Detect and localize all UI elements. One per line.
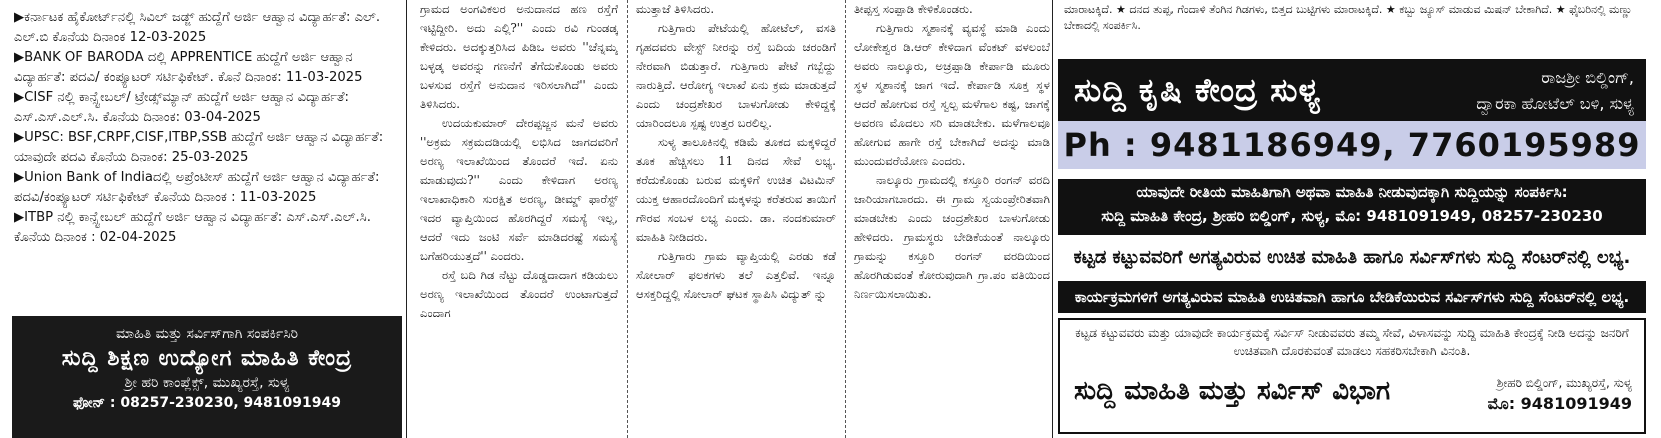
service-ad-phone: ಮೊ: 9481091949 <box>1487 394 1632 413</box>
job-item: ▶Union Bank of Indiaದಲ್ಲಿ ಅಪ್ರೆಂಟೀಸ್ ಹುದ್ದೆಗೆ ಅರ್ಜಿ ಆಹ್ವಾನ ವಿದ್ಯಾರ್ಹತೆ: ಪದವಿ/ಕಂಪ್ಯೂಟರ್ ಸರ್ಟಿಫಿಕೇಟ್ ಕೊನೆಯ ದಿನಾಂಕ : 11-03-2025 <box>14 170 380 205</box>
krishi-kendra-banner <box>1058 59 1646 121</box>
service-ad-text: ಕಟ್ಟಡ ಕಟ್ಟುವವರು ಮತ್ತು ಯಾವುದೇ ಕಾರ್ಯಕ್ರಮಕ್ಕೆ ಸರ್ವಿಸ್ ನೀಡುವವರು ತಮ್ಮ ಸೇವೆ, ವಿಳಾಸವನ್ನು ಸುದ್ದಿ ಮಾಹಿತಿ ಕೇಂದ್ರಕ್ಕೆ ನೀಡಿ ಅದನ್ನು ಜನರಿಗೆ ಉಚಿತವಾಗಿ ದೊರಕುವಂತೆ ಮಾಡಲು ಸಹಕರಿಸಬೇಕಾಗಿ ವಿನಂತಿ. <box>1075 326 1629 358</box>
column-divider <box>1052 0 1053 438</box>
service-ad-name: ಸುದ್ದಿ ಮಾಹಿತಿ ಮತ್ತು ಸರ್ವಿಸ್ ವಿಭಾಗ <box>1074 376 1391 406</box>
article-paragraph: ತೀಪ್ಪಸ್ತ ಸಂಪ್ಪಾಡಿ ಕೇಳಿಕೊಂಡರು. <box>854 2 973 16</box>
karyakrama-banner: ಕಾರ್ಯಕ್ರಮಗಳಿಗೆ ಅಗತ್ಯವಿರುವ ಮಾಹಿತಿ ಉಚಿತವಾಗಿ ಹಾಗೂ ಬೇಡಿಕೆಯಿರುವ ಸರ್ವಿಸ್‌ಗಳು ಸುದ್ದಿ ಸೆಂಟರ್‌ನಲ್ಲಿ ಲಭ್ಯ. <box>1058 281 1646 313</box>
ads-column <box>1058 0 1656 438</box>
article-column-1 <box>420 0 618 438</box>
krishi-phone-bar <box>1058 121 1646 169</box>
service-department-ad <box>1058 318 1646 434</box>
job-item: ▶ಕರ್ನಾಟಕ ಹೈಕೋರ್ಟ್‌ನಲ್ಲಿ ಸಿವಿಲ್ ಜಡ್ಜ್ ಹುದ್ದೆಗೆ ಅರ್ಜಿ ಆಹ್ವಾನ ವಿದ್ಯಾರ್ಹತೆ: ಎಲ್. ಎಲ್.ಬಿ ಕೊನೆಯ ದಿನಾಂಕ 12-03-2025 <box>14 10 381 45</box>
article-column-2 <box>636 0 836 438</box>
article-paragraph: ಉದಯಕುಮಾರ್ ದೇರಪ್ಪಜ್ಜನ ಮನೆ ಅವರು ''ಅಕ್ರಮ ಸಕ್ರಮದಡಿಯಲ್ಲಿ ಲಭಿಸಿದ ಜಾಗದವರಿಗೆ ಅರಣ್ಯ ಇಲಾಖೆಯಿಂದ ತೊಂದರೆ ಇದೆ. ಏನು ಮಾಡುವುದು?'' ಎಂದು ಕೇಳಿದಾಗ ಅರಣ್ಯ ಇಲಾಖಾಧಿಕಾರಿ ಸುರಕ್ಷಿತ ಅರಣ್ಯ, ಡೀಮ್ಡ್ ಫಾರೆಸ್ಟ್ ಇದರ ವ್ಯಾಪ್ತಿಯಿಂದ ಹೊರಗಿದ್ದರೆ ಸಮಸ್ಯೆ ಇಲ್ಲ, ಆದರೆ ಇದು ಜಂಟಿ ಸರ್ವೆ ಮಾಡಿದರಷ್ಟೆ ಸಮಸ್ಯೆ ಬಗೆಹರಿಯುತ್ತದೆ'' ಎಂದರು. <box>420 116 618 263</box>
shikshana-name: ಸುದ್ದಿ ಶಿಕ್ಷಣ ಉದ್ಯೋಗ ಮಾಹಿತಿ ಕೇಂದ್ರ <box>61 346 353 371</box>
job-notices-column <box>12 0 402 438</box>
job-item: ▶CISF ನಲ್ಲಿ ಕಾನ್ಸ್ಟೇಬಲ್/ ಟ್ರೇಡ್ಸ್‌ಮ್ಯಾನ್ ಹುದ್ದೆಗೆ ಅರ್ಜಿ ಆಹ್ವಾನ ವಿದ್ಯಾರ್ಹತೆ: ಎಸ್.ಎಸ್.ಎಲ್.ಸಿ. ಕೊನೆಯ ದಿನಾಂಕ: 03-04-2025 <box>14 90 350 125</box>
job-item: ▶ITBP ನಲ್ಲಿ ಕಾನ್ಸ್ಟೇಬಲ್ ಹುದ್ದೆಗೆ ಅರ್ಜಿ ಆಹ್ವಾನ ವಿದ್ಯಾರ್ಹತೆ: ಎಸ್.ಎಸ್.ಎಲ್.ಸಿ. ಕೊನೆಯ ದಿನಾಂಕ : 02-04-2025 <box>14 210 371 245</box>
article-column-3 <box>854 0 1050 438</box>
job-item: ▶BANK OF BARODA ದಲ್ಲಿ APPRENTICE ಹುದ್ದೆಗೆ ಅರ್ಜಿ ಆಹ್ವಾನ ವಿದ್ಯಾರ್ಹತೆ: ಪದವಿ/ ಕಂಪ್ಯೂಟರ್ ಸರ್ಟಿಫಿಕೇಟ್. ಕೊನೆ ದಿನಾಂಕ: 11-03-2025 <box>14 50 363 85</box>
column-divider <box>406 0 407 438</box>
classified-notice: ಮಾರಾಟಕ್ಕಿದೆ. ★ ದನದ ತುಪ್ಪ, ಗೆಂದಾಳಿ ತೆಂಗಿನ ಗಿಡಗಳು, ಬಿತ್ತದ ಬುಟ್ಟಿಗಳು ಮಾರಾಟಕ್ಕಿದೆ. ★ ಕಬ್ಬು ಜ್ಯೂಸ್ ಮಾಡುವ ಮಿಷನ್ ಬೇಕಾಗಿದೆ. ★ ಫೈಬರಿನಲ್ಲಿ ಮಣ್ಣು ಬೇಕಾದಲ್ಲಿ ಸಂಪರ್ಕಿಸಿ. <box>1064 3 1633 32</box>
column-divider <box>845 0 846 438</box>
kattada-notice: ಕಟ್ಟಡ ಕಟ್ಟುವವರಿಗೆ ಅಗತ್ಯವಿರುವ ಉಚಿತ ಮಾಹಿತಿ ಹಾಗೂ ಸರ್ವಿಸ್‌ಗಳು ಸುದ್ದಿ ಸೆಂಟರ್‌ನಲ್ಲಿ ಲಭ್ಯ. <box>1073 247 1631 268</box>
mahiti-line-1: ಯಾವುದೇ ರೀತಿಯ ಮಾಹಿತಿಗಾಗಿ ಅಥವಾ ಮಾಹಿತಿ ನೀಡುವುದಕ್ಕಾಗಿ ಸುದ್ದಿಯನ್ನು ಸಂಪರ್ಕಿಸಿ: <box>1136 183 1568 201</box>
mahiti-kendra-banner <box>1058 179 1646 235</box>
article-paragraph: ಗ್ರಾಮದ ಅಂಗವಿಕಲರ ಅನುದಾನದ ಹಣ ರಸ್ತೆಗೆ ಇಟ್ಟಿದ್ದೀರಿ. ಅದು ಎಲ್ಲಿ?'' ಎಂದು ರವಿ ಗುಂಡಡ್ಕ ಕೇಳಿದರು. ಅದಕ್ಕುತ್ತರಿಸಿದ ಪಿಡಿಒ ಅವರು ''ಚೆನ್ನಮ್ಮ ಬಳ್ಳಡ್ಕ ಅವರನ್ನು ಗಣನೆಗೆ ತೆಗೆದುಕೊಂಡು ಅವರು ಬಳಸುವ ರಸ್ತೆಗೆ ಅನುದಾನ ಇರಿಸಲಾಗಿದೆ'' ಎಂದು ತಿಳಿಸಿದರು. <box>420 2 618 111</box>
krishi-kendra-name: ಸುದ್ದಿ ಕೃಷಿ ಕೇಂದ್ರ ಸುಳ್ಯ <box>1074 71 1322 109</box>
shikshana-address: ಶ್ರೀ ಹರಿ ಕಾಂಪ್ಲೆಕ್ಸ್, ಮುಖ್ಯರಸ್ತೆ, ಸುಳ್ಯ <box>124 375 290 391</box>
krishi-phone-numbers: Ph : 9481186949, 7760195989 <box>1063 126 1641 164</box>
shikshana-phone: ಫೋನ್ : 08257-230230, 9481091949 <box>73 395 341 411</box>
service-ad-address: ಶ್ರೀಹರಿ ಬಿಲ್ಡಿಂಗ್, ಮುಖ್ಯರಸ್ತೆ, ಸುಳ್ಯ <box>1496 376 1632 390</box>
krishi-kendra-address <box>1476 65 1634 117</box>
job-item: ▶UPSC: BSF,CRPF,CISF,ITBP,SSB ಹುದ್ದೆಗೆ ಅರ್ಜಿ ಆಹ್ವಾನ ವಿದ್ಯಾರ್ಹತೆ: ಯಾವುದೇ ಪದವಿ ಕೊನೆಯ ದಿನಾಂಕ: 25-03-2025 <box>14 130 384 165</box>
article-paragraph: ಗುತ್ತಿಗಾರು ಗ್ರಾಮ ವ್ಯಾಪ್ತಿಯಲ್ಲಿ ಎರಡು ಕಡೆ ಸೋಲಾರ್ ಫಲಕಗಳು ತಲೆ ಎತ್ತಲಿವೆ. ಇನ್ನೂ ಆಸಕ್ತರಿದ್ದಲ್ಲಿ ಸೋಲಾರ್ ಘಟಕ ಸ್ಥಾಪಿಸಿ ವಿದ್ಯುತ್ ನ್ನು <box>636 249 836 301</box>
article-paragraph: ಸುಳ್ಯ ತಾಲೂಕಿನಲ್ಲಿ ಕಡಿಮೆ ತೂಕದ ಮಕ್ಕಳಿದ್ದರೆ ತೂಕ ಹೆಚ್ಚಿಸಲು 11 ದಿನದ ಸೇವೆ ಲಭ್ಯ. ಕರೆದುಕೊಂಡು ಬರುವ ಮಕ್ಕಳಿಗೆ ಉಚಿತ ವಿಟಮಿನ್ ಯುಕ್ತ ಆಹಾರದೊಂದಿಗೆ ಮಕ್ಕಳನ್ನು ಕರೆತರುವ ತಾಯಿಗೆ ಗೌರವ ಸಂಬಳ ಲಭ್ಯ ಎಂದು. ಡಾ. ನಂದಕುಮಾರ್ ಮಾಹಿತಿ ನೀಡಿದರು. <box>636 135 836 244</box>
job-list <box>12 0 402 248</box>
article-paragraph: ನಾಲ್ಕೂರು ಗ್ರಾಮದಲ್ಲಿ ಕಸ್ತೂರಿ ರಂಗನ್ ವರದಿ ಜಾರಿಯಾಗಬಾರದು. ಈ ಗ್ರಾಮ ಸ್ವಯಂಪ್ರೇರಿತವಾಗಿ ಮಾಡಬೇಕು ಎಂದು ಚಂದ್ರಶೇಖರ ಬಾಳುಗೋಡು ಹೇಳಿದರು. ಗ್ರಾಮಸ್ಥರು ಬೇಡಿಕೆಯಂತೆ ನಾಲ್ಕೂರು ಗ್ರಾಮನ್ನು ಕಸ್ತೂರಿ ರಂಗನ್ ವರದಿಯಿಂದ ಹೊರಗಿಡುವಂತೆ ಕೋರುವುದಾಗಿ ಗ್ರಾ.ಪಂ ವತಿಯಿಂದ ನಿರ್ಣಯಿಸಲಾಯಿತು. <box>854 173 1050 301</box>
krishi-address-line: ದ್ವಾರಕಾ ಹೋಟೆಲ್ ಬಳಿ, ಸುಳ್ಯ <box>1476 94 1634 113</box>
shikshana-ad-box <box>12 316 402 438</box>
article-paragraph: ಮುತ್ತಾಜೆ ತಿಳಿಸಿದರು. <box>636 2 715 16</box>
article-paragraph: ರಸ್ತೆ ಬದಿ ಗಿಡ ನೆಟ್ಟು ದೊಡ್ಡದಾದಾಗ ಕಡಿಯಲು ಅರಣ್ಯ ಇಲಾಖೆಯಿಂದ ತೊಂದರೆ ಉಂಟಾಗುತ್ತದೆ ಎಂದಾಗ <box>420 268 618 320</box>
shikshana-contact-line: ಮಾಹಿತಿ ಮತ್ತು ಸರ್ವಿಸ್‌ಗಾಗಿ ಸಂಪರ್ಕಿಸಿರಿ <box>115 326 299 342</box>
article-paragraph: ಗುತ್ತಿಗಾರು ಪೇಟೆಯಲ್ಲಿ ಹೋಟೆಲ್, ವಸತಿ ಗೃಹದವರು ವೇಸ್ಟ್ ನೀರನ್ನು ರಸ್ತೆ ಬದಿಯ ಚರಂಡಿಗೆ ನೇರವಾಗಿ ಬಿಡುತ್ತಾರೆ. ಗುತ್ತಿಗಾರು ಪೇಟೆ ಗಬ್ಬೆದ್ದು ನಾರುತ್ತಿದೆ. ಆರೋಗ್ಯ ಇಲಾಖೆ ಏನು ಕ್ರಮ ಮಾಡುತ್ತದೆ ಎಂದು ಚಂದ್ರಶೇಖರ ಬಾಳುಗೋಡು ಕೇಳಿದ್ದಕ್ಕೆ ಯಾರಿಂದಲೂ ಸ್ಪಷ್ಟ ಉತ್ತರ ಬರಲಿಲ್ಲ. <box>636 21 836 130</box>
krishi-address-line: ರಾಜಶ್ರೀ ಬಿಲ್ಡಿಂಗ್, <box>1541 68 1634 87</box>
column-divider <box>627 0 628 438</box>
mahiti-line-2: ಸುದ್ದಿ ಮಾಹಿತಿ ಕೇಂದ್ರ, ಶ್ರೀಹರಿ ಬಿಲ್ಡಿಂಗ್, ಸುಳ್ಯ, ಮೊ: 9481091949, 08257-230230 <box>1101 207 1603 225</box>
article-paragraph: ಗುತ್ತಿಗಾರು ಸ್ಮಶಾನಕ್ಕೆ ವ್ಯವಸ್ಥೆ ಮಾಡಿ ಎಂದು ಲೋಕೇಶ್ವರ ಡಿ.ಆರ್ ಕೇಳಿದಾಗ ವೆಂಕಟ್ ವಳಲಂಬೆ ಅವರು ನಾಲ್ಕೂರು, ಅಚ್ರಪ್ಪಾಡಿ ಕೇರ್ಪಾಡಿ ಮೂರು ಸ್ಥಳ ಸ್ಮಶಾನಕ್ಕೆ ಜಾಗ ಇದೆ. ಕೇರ್ಪಾಡಿ ಸೂಕ್ತ ಸ್ಥಳ ಆದರೆ ಹೋಗುವ ರಸ್ತೆ ಸ್ವಲ್ಪ ಮಳೆಗಾಲ ಕಷ್ಟ, ಜಾಗಕ್ಕೆ ಅವರಣ ಮೊದಲು ಸರಿ ಮಾಡಬೇಕು. ಮಳೆಗಾಲವೂ ಹೋಗುವ ಹಾಗೇ ರಸ್ತೆ ಬೇಕಾಗಿದೆ ಅದನ್ನು ಮಾಡಿ ಮುಂದುವರೆಯೋಣ ಎಂದರು. <box>854 21 1050 168</box>
